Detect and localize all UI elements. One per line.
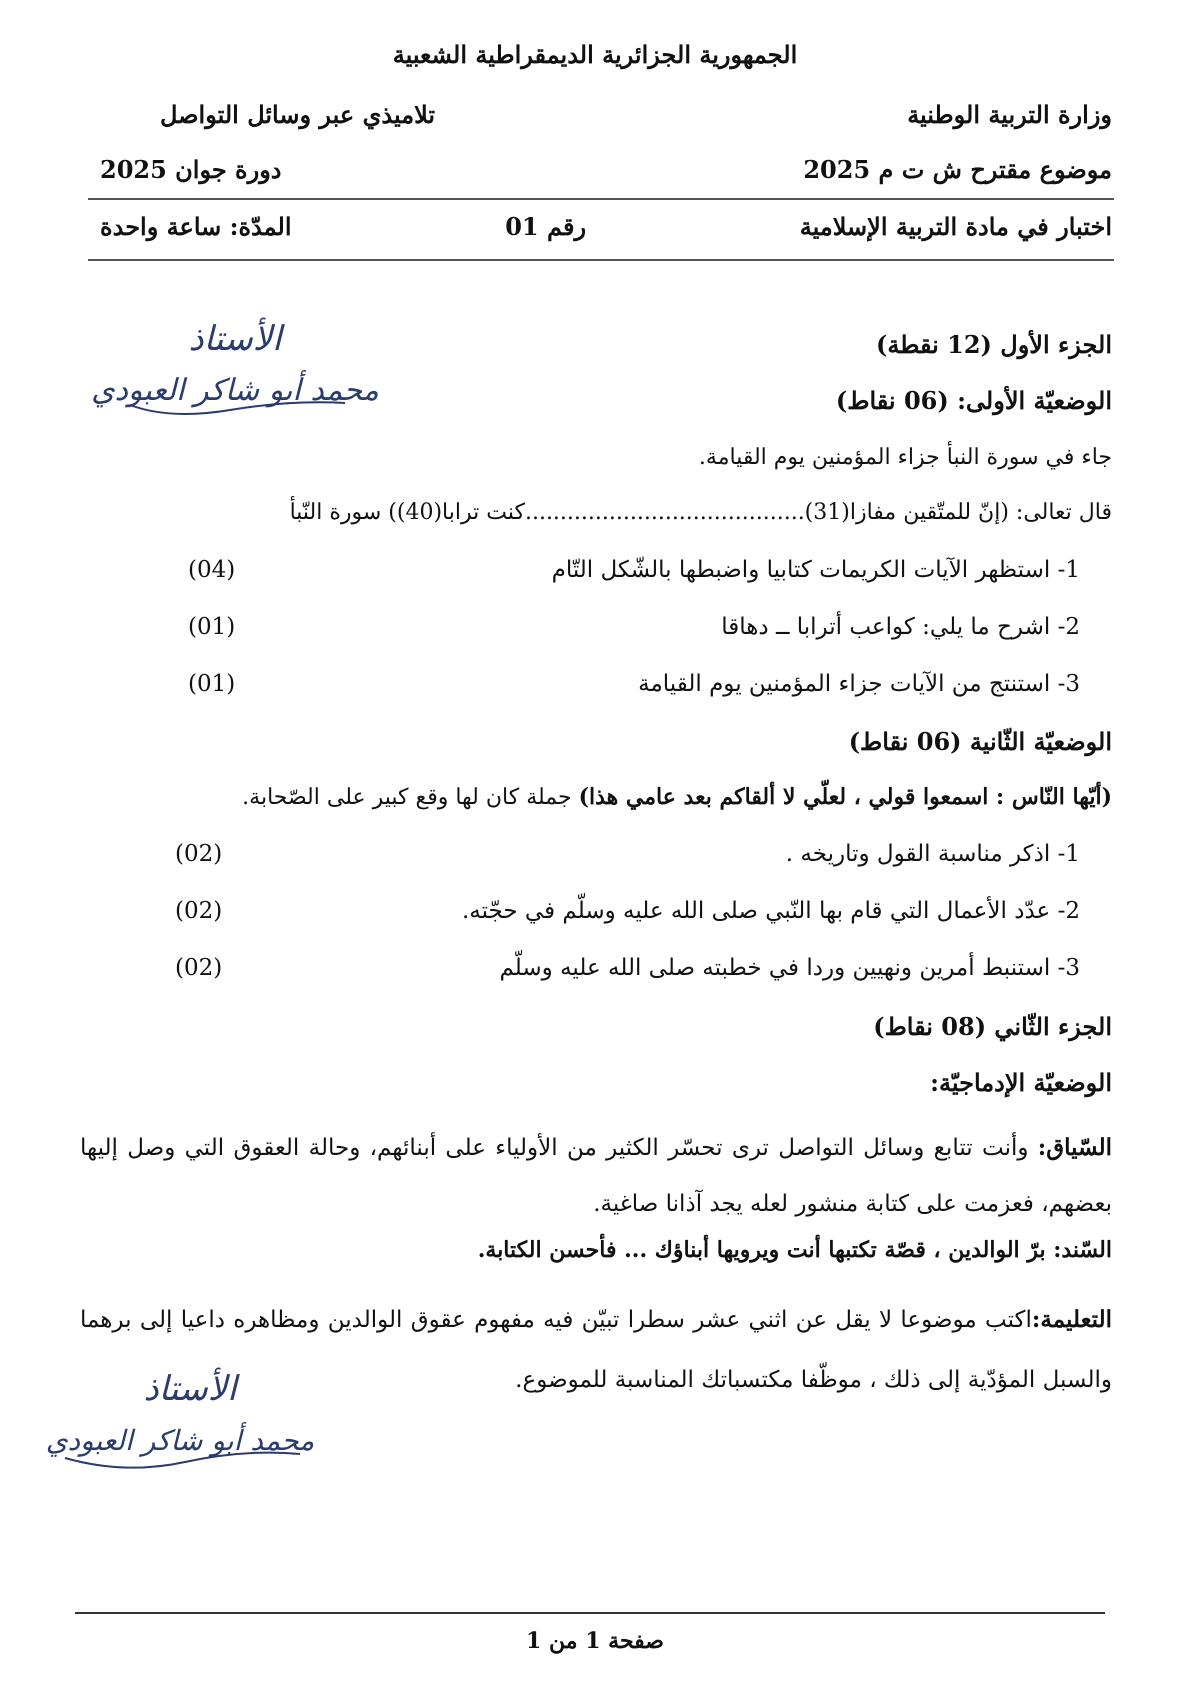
s2-question-3: 3- استنبط أمرين ونهيين وردا في خطبته صلى الله عليه وسلّم (499, 955, 1080, 981)
session-label: دورة جوان 2025 (100, 155, 282, 184)
signature-bottom-name-text: محمد أبو شاكر العبودي (45, 1424, 315, 1457)
s2-mark-1: (02) (175, 841, 223, 867)
s1-mark-1: (04) (188, 557, 236, 583)
header-row-3 (80, 212, 1112, 241)
teacher-signature-top (91, 305, 379, 425)
situation2-quote-rest: جملة كان لها وقع كبير على الصّحابة. (242, 785, 579, 810)
s2-question-1: 1- اذكر مناسبة القول وتاريخه . (785, 841, 1080, 867)
s2-mark-3: (02) (175, 955, 223, 981)
ministry-label: وزارة التربية الوطنية (907, 100, 1112, 129)
s1-question-1: 1- استظهر الآيات الكريمات كتابيا واضبطها بالشّكل التّام (551, 557, 1080, 583)
context-paragraph (80, 1120, 1112, 1232)
context-text: وأنت تتابع وسائل التواصل ترى تحسّر الكثير من الأولياء على أبنائهم، وحالة العقوق التي وصل إليها بعضهم، فعزمت على كتابة منشور لعله يجد آذانا صاغية. (80, 1135, 1112, 1217)
s1-question-2: 2- اشرح ما يلي: كواعب أترابا ــ دهاقا (721, 614, 1080, 640)
s1-question-3: 3- استنتج من الآيات جزاء المؤمنين يوم القيامة (638, 671, 1080, 697)
context-label: السّياق: (1037, 1134, 1112, 1161)
instruction-label: التعليمة: (1031, 1306, 1112, 1333)
exam-number: رقم 01 (505, 212, 587, 241)
footer-divider (75, 1612, 1105, 1614)
s1-mark-3: (01) (188, 671, 236, 697)
header-divider-bottom (88, 259, 1114, 261)
teacher-signature-bottom (45, 1350, 315, 1480)
part1-title: الجزء الأول (12 نقطة) (876, 330, 1112, 359)
situation2-quote-bold: (أيّها النّاس : اسمعوا قولي ، لعلّي لا ألقاكم بعد عامي هذا) (578, 784, 1112, 810)
s1-mark-2: (01) (188, 614, 236, 640)
situation2-title: الوضعيّة الثّانية (06 نقاط) (848, 727, 1112, 756)
situation1-title: الوضعيّة الأولى: (06 نقاط) (835, 386, 1112, 415)
topic-label: موضوع مقترح ش ت م 2025 (803, 155, 1112, 184)
s2-question-2: 2- عدّد الأعمال التي قام بها النّبي صلى الله عليه وسلّم في حجّته. (461, 898, 1080, 924)
header-row-1 (80, 100, 1112, 129)
support-paragraph (478, 1237, 1112, 1263)
signature-bottom-title-text: الأستاذ (143, 1369, 237, 1409)
page-number: صفحة 1 من 1 (526, 1628, 664, 1654)
s2-mark-2: (02) (175, 898, 223, 924)
situation1-intro: جاء في سورة النبأ جزاء المؤمنين يوم القيامة. (698, 445, 1112, 470)
header-row-2 (80, 155, 1112, 184)
duration-label: المدّة: ساعة واحدة (100, 212, 292, 241)
instruction-text: اكتب موضوعا لا يقل عن اثني عشر سطرا تبيّن فيه مفهوم عقوق الوالدين ومظاهره داعيا إلى برهما والسبل المؤدّية إلى ذلك ، موظّفا مكتسباتك المناسبة للموضوع. (80, 1307, 1112, 1393)
republic-title: الجمهورية الجزائرية الديمقراطية الشعبية (392, 40, 798, 69)
header-divider-top (88, 198, 1114, 200)
signature-name-text: محمد أبو شاكر العبودي (91, 373, 379, 408)
situation2-quote (242, 784, 1112, 810)
signature-title-text: الأستاذ (188, 319, 282, 359)
support-text: برّ الوالدين ، قصّة تكتبها أنت ويرويها أبناؤك ... فأحسن الكتابة. (477, 1237, 1054, 1263)
integration-situation-title: الوضعيّة الإدماجيّة: (930, 1068, 1112, 1097)
part2-title: الجزء الثّاني (08 نقاط) (873, 1012, 1112, 1041)
situation1-verse: قال تعالى: (إنّ للمتّقين مفازا(31)........................................كنت ترابا(40)) سورة النّبأ (289, 500, 1112, 525)
exam-label: اختبار في مادة التربية الإسلامية (799, 212, 1112, 241)
support-label: السّند: (1053, 1237, 1112, 1263)
channel-label: تلاميذي عبر وسائل التواصل (160, 100, 436, 129)
